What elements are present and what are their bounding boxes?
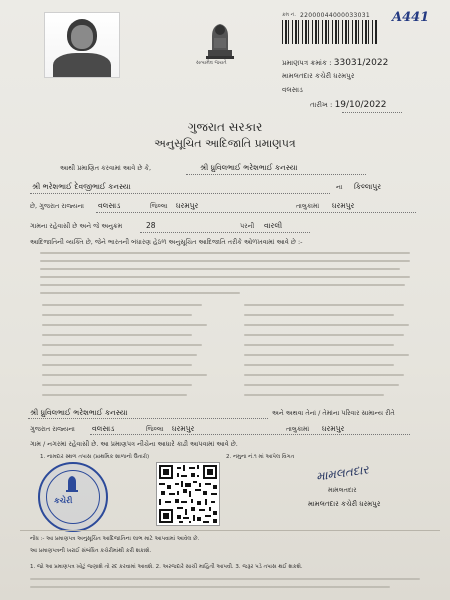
village-value: કિલ્લાપુર bbox=[354, 182, 382, 191]
officer-title: મામલતદાર bbox=[328, 486, 357, 494]
office-seal bbox=[38, 462, 108, 532]
certificate-no-row bbox=[282, 58, 388, 68]
serial-label: ક્રમ નં. bbox=[282, 12, 296, 18]
date-value: 19/10/2022 bbox=[334, 100, 387, 110]
certificate-title: અનુસૂચિત આદિજાતિ પ્રમાણપત્ર bbox=[154, 137, 296, 150]
taluka-label: વલસાડ bbox=[282, 86, 303, 94]
father-name: શ્રી ભરેશભાઈ દેવજીભાઈ કનસ્યા bbox=[32, 182, 131, 191]
government-title: ગુજરાત સરકાર bbox=[187, 120, 263, 134]
holder-name: શ્રી ધ્રુવિલભાઈ ભરેશભાઈ કનસ્યા bbox=[200, 163, 298, 172]
officer-office: મામલતદાર કચેરી ધરમપુર bbox=[308, 500, 381, 508]
date-label: તારીખ : bbox=[310, 101, 333, 109]
residence-text: ગામ / નગરમાં રહેવાસી છે. આ પ્રમાણપત્ર નીચેના આધારે કાઢી આપવામાં આવે છે. bbox=[30, 440, 238, 448]
serial-number: 22000044000033031 bbox=[300, 12, 370, 19]
basis-1: 1. નામદાર સ્થળ તપાસ (પ્રાથમિક શાળાનો ઉતારો) bbox=[40, 454, 150, 460]
footer-note-2: આ પ્રમાણપત્રની ખરાઈ સંબંધિત કચેરીમાંથી કરી શકાશે. bbox=[30, 548, 152, 554]
basis-2: 2. નમુના નં.૧ માં આપેલ વિગત bbox=[226, 454, 295, 460]
footer-note-1: નોંધ :- આ પ્રમાણપત્ર અનુસૂચિત આદિજાતિના લાભ માટે આપવામાં આવેલ છે. bbox=[30, 536, 200, 542]
holder-name-2: શ્રી ધ્રુવિલભાઈ ભરેશભાઈ કનસ્યા bbox=[30, 408, 128, 417]
officer-signature: મામલતદાર bbox=[315, 462, 370, 484]
district-label-2: જિલ્લા bbox=[146, 425, 164, 433]
emblem-caption: સત્યમેવ જયતે bbox=[196, 60, 227, 66]
certificate-no: 33031/2022 bbox=[333, 58, 389, 68]
recognition-text: આદિજાતિની વ્યક્તિ છે, જેને ભારતની બંધારણ હેઠળ અનુસૂચિત આદિજાતિ તરીકે ઓળખવામાં આવે છે :- bbox=[30, 238, 303, 246]
family-text: અને અથવા તેનાં / તેમાંના પરિવાર સામાન્ય રીતે bbox=[272, 409, 395, 417]
taluka-text-2: તાલુકામાં bbox=[286, 425, 310, 433]
schedule-number: 28 bbox=[146, 221, 156, 230]
district-label: જિલ્લા bbox=[150, 202, 168, 210]
taluka-value-2b: ધરમપુર bbox=[322, 424, 345, 433]
barcode bbox=[282, 20, 378, 44]
district-value: વલસાડ bbox=[98, 201, 121, 210]
holder-photo bbox=[44, 12, 120, 78]
district-name: ધરમપુર bbox=[176, 201, 199, 210]
taluka-value: ધરમપુર bbox=[332, 201, 355, 210]
handwritten-code: A441 bbox=[392, 10, 430, 25]
intro-text: આથી પ્રમાણિત કરવામાં આવે છે કે, bbox=[60, 164, 152, 172]
schedule-text: ગામના રહેવાસી છે અને જે અનુક્રમ bbox=[30, 222, 123, 230]
taluka-text: તાલુકામાં bbox=[296, 202, 320, 210]
state-text-2: ગુજરાત રાજ્યના bbox=[30, 425, 75, 433]
certificate-no-label: પ્રમાણપત્ર ક્રમાંક : bbox=[282, 59, 332, 67]
taluka-value-2: ધરમપુર bbox=[172, 424, 195, 433]
village-label: ના bbox=[336, 183, 343, 191]
qr-code bbox=[156, 462, 220, 526]
district-value-2: વલસાડ bbox=[92, 424, 115, 433]
national-emblem-icon bbox=[200, 14, 240, 66]
state-text: છે, ગુજરાત રાજ્યના bbox=[30, 202, 84, 210]
tribe-value: વારલી bbox=[264, 221, 283, 230]
tribe-text: પરની bbox=[240, 222, 255, 230]
seal-emblem-icon bbox=[65, 474, 79, 492]
seal-text: કચેરી bbox=[54, 496, 73, 505]
footer-note-3: 1. જો આ પ્રમાણપત્ર ખોટું જણાશે તો રદ કરવામાં આવશે. 2. અરજદારે સાચી માહિતી આપવી. 3. જરૂર પડે તપાસ થઈ શકશે. bbox=[30, 564, 303, 570]
office-line: મામલતદાર કચેરી ધરમપુર bbox=[282, 72, 355, 80]
date-row bbox=[310, 100, 386, 110]
